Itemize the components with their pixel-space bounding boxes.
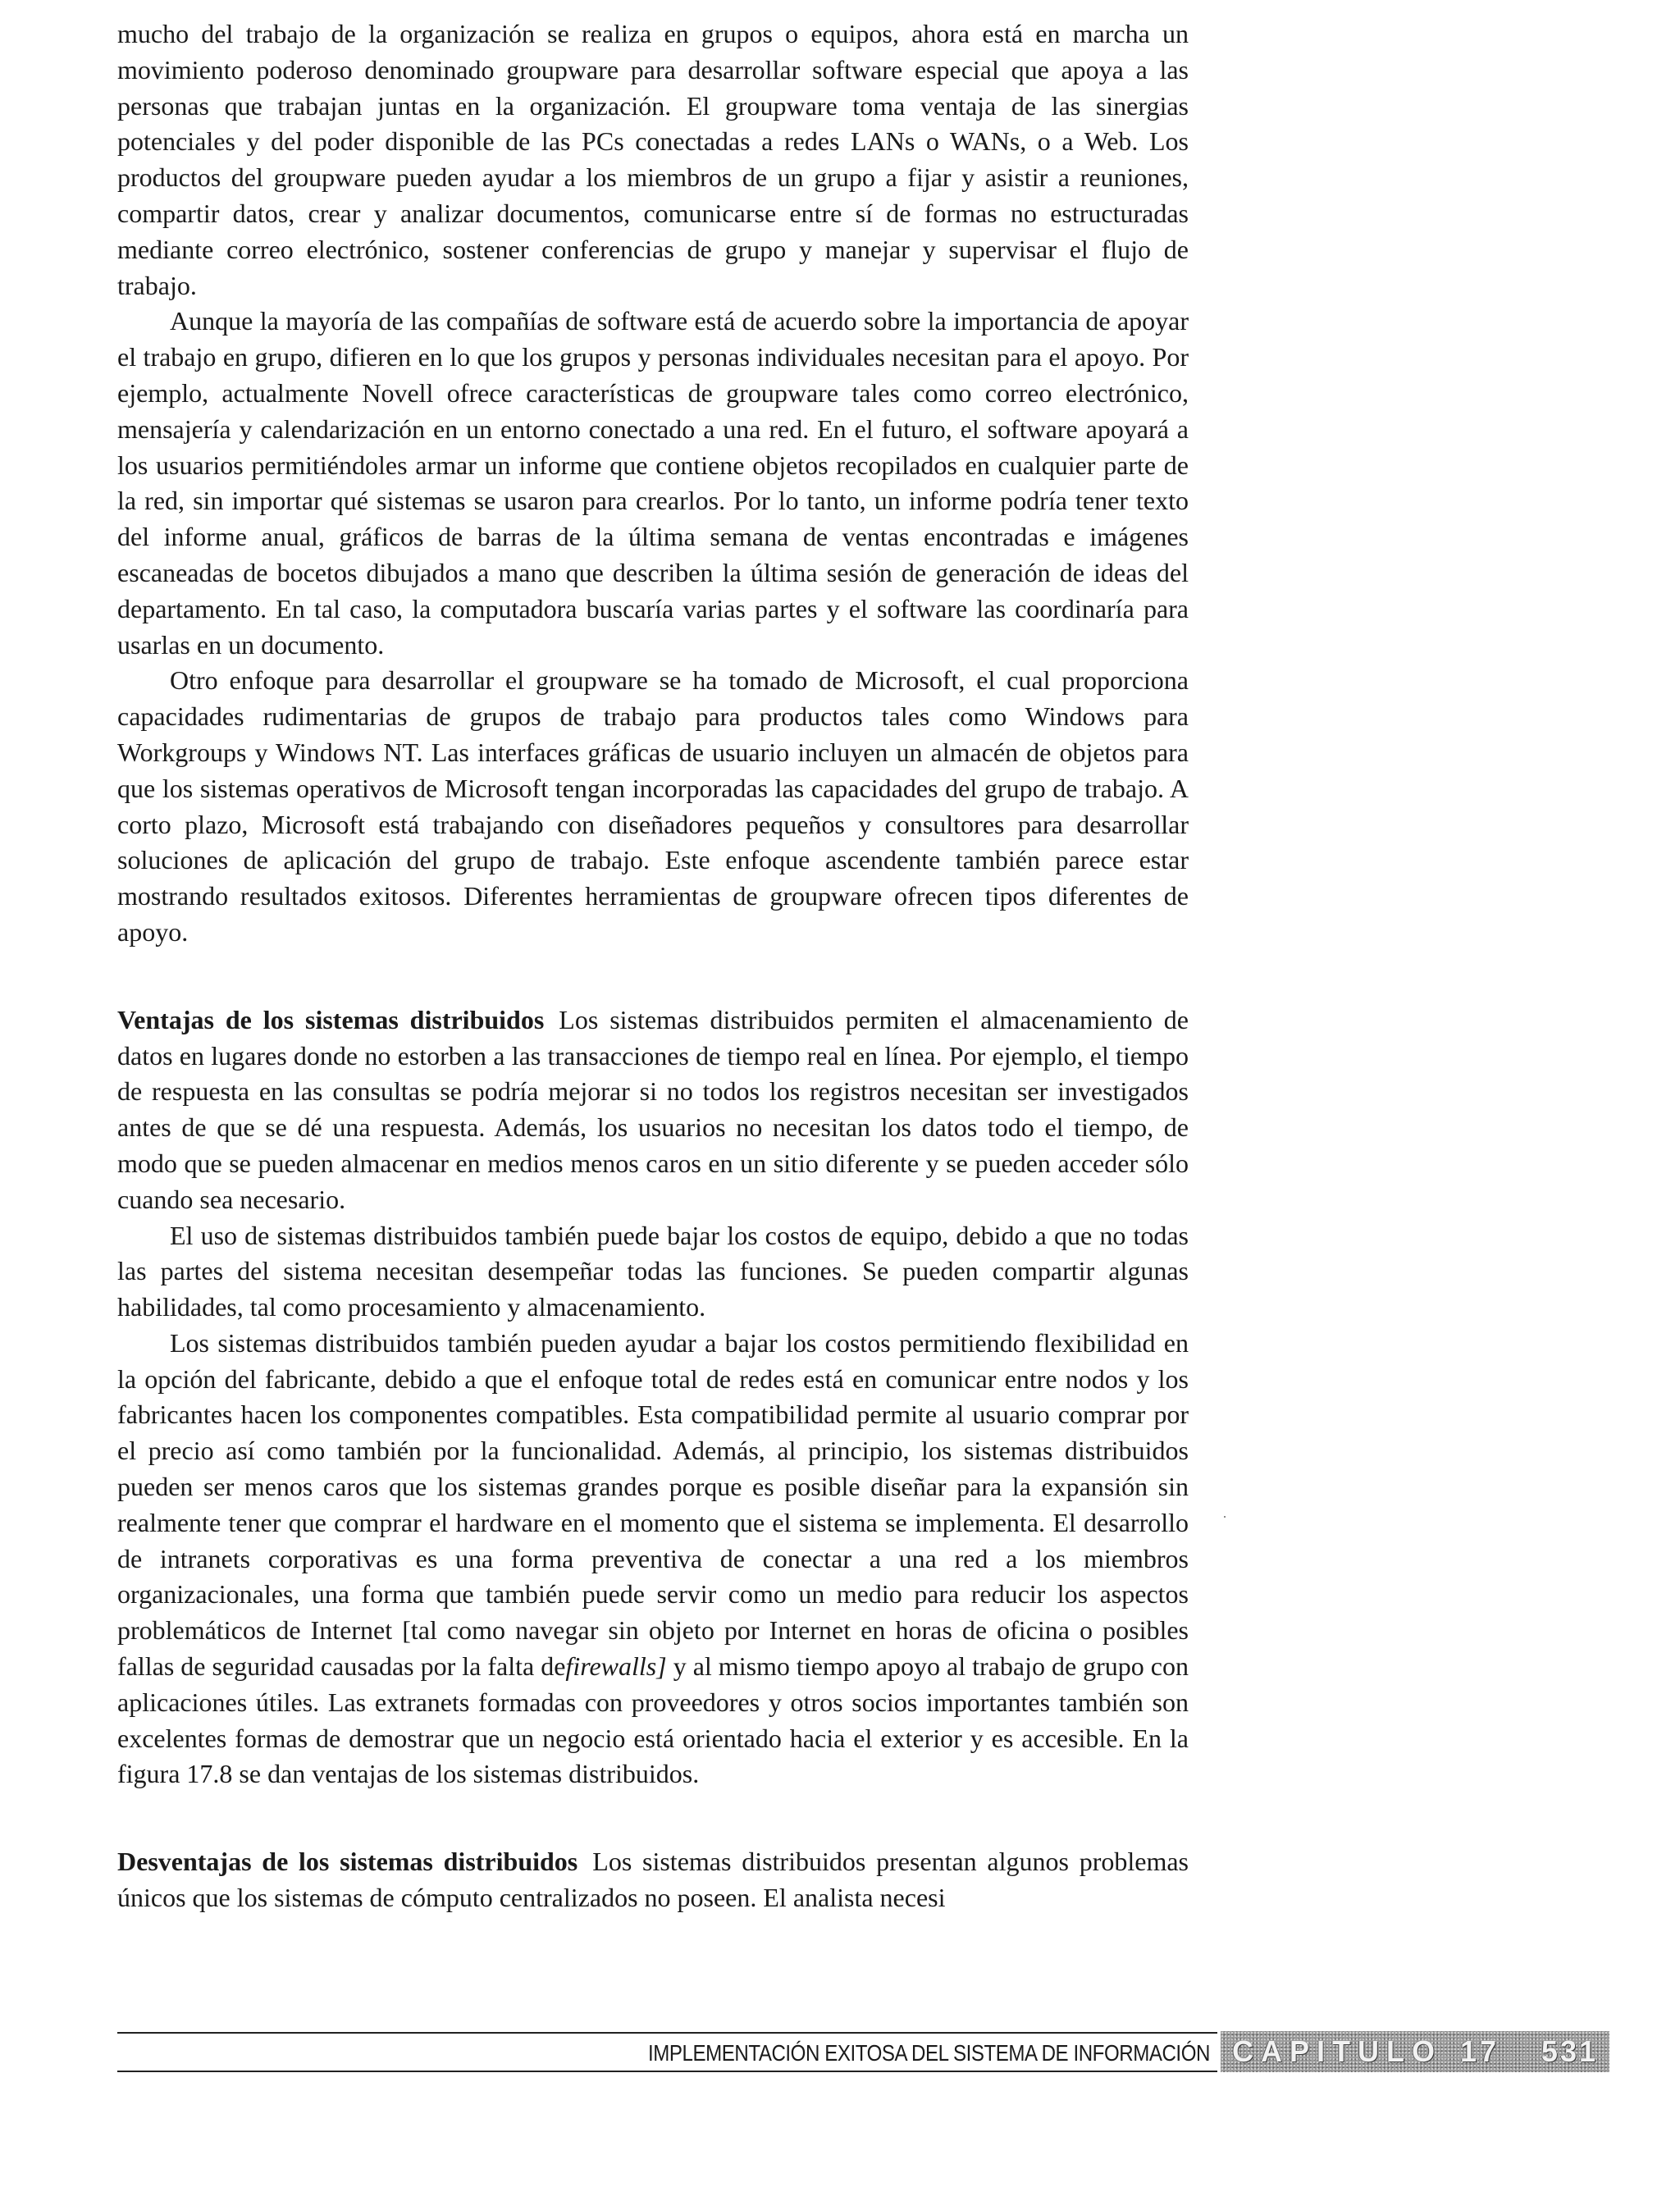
paragraph-ventajas-costs-part-a: Los sistemas distribuidos también pueden ayudar a bajar los costos permitiendo flexibilidad en la opción del fabricante, debido a que el enfoque total de redes está en comunicar entre nodos y los fabricantes hacen los componentes compatibles. Esta compatibilidad permite al usuario comprar por el precio así como también por la funcionalidad. Además, al principio, los sistemas distribuidos pueden ser menos caros que los sistemas grandes porque es posible diseñar para la expansión sin realmente tener que comprar el hardware en el momento que el sistema se implementa. El desarrollo de intranets corporativas es una forma preventiva de conectar a una red a los miembros organizacionales, una forma que también puede servir como un medio para reducir los aspectos problemáticos de Internet [tal como navegar sin objeto por Internet en horas de oficina o posibles fallas de seguridad causadas por la falta de	[117, 1327, 1189, 1682]
paragraph-groupware-intro: mucho del trabajo de la organización se realiza en grupos o equipos, ahora está en marcha un movimiento poderoso denominado groupware para desarrollar software especial que apoya a las personas que trabajan juntas en la organización. El groupware toma ventaja de las sinergias potenciales y del poder disponible de las PCs conectadas a redes LANs o WANs, o a Web. Los productos del groupware pueden ayudar a los miembros de un grupo a fijar y asistir a reuniones, compartir datos, crear y analizar documentos, comunicarse entre sí de formas no estructuradas mediante correo electrónico, sostener conferencias de grupo y manejar y supervisar el flujo de trabajo.	[117, 19, 1189, 300]
footer-page-number: 531	[1541, 2034, 1598, 2068]
paragraph-ventajas-costs	[117, 1326, 1189, 1792]
footer-chapter-number: 17	[1460, 2034, 1500, 2068]
body-text-column	[117, 16, 1189, 1916]
footer-running-title: IMPLEMENTACIÓN EXITOSA DEL SISTEMA DE INFORMACIÓN	[648, 2040, 1210, 2066]
footer-rule-bottom	[117, 2071, 1217, 2072]
margin-speck	[1224, 1516, 1226, 1518]
paragraph-microsoft-approach: Otro enfoque para desarrollar el groupware se ha tomado de Microsoft, el cual proporciona capacidades rudimentarias de grupos de trabajo para productos tales como Windows para Workgroups y Windows NT. Las interfaces gráficas de usuario incluyen un almacén de objetos para que los sistemas operativos de Microsoft tengan incorporadas las capacidades del grupo de trabajo. A corto plazo, Microsoft está trabajando con diseñadores pequeños y consultores para desarrollar soluciones de aplicación del grupo de trabajo. Este enfoque ascendente también parece estar mostrando resultados exitosos. Diferentes herramientas de groupware ofrecen tipos diferentes de apoyo.	[117, 665, 1189, 947]
heading-ventajas: Ventajas de los sistemas distribuidos	[117, 1004, 545, 1034]
section-desventajas	[117, 1844, 1189, 1916]
footer-rule-top	[117, 2032, 1217, 2034]
paragraph-ventajas-equipment: El uso de sistemas distribuidos también puede bajar los costos de equipo, debido a que no todas las partes del sistema necesitan desempeñar todas las funciones. Se pueden compartir algunas habilidades, tal como procesamiento y almacenamiento.	[117, 1220, 1189, 1322]
heading-desventajas: Desventajas de los sistemas distribuidos	[117, 1847, 578, 1877]
paragraph-desventajas-intro: Los sistemas distribuidos presentan algunos problemas únicos que los sistemas de cómputo centralizados no poseen. El analista necesi	[117, 1847, 1189, 1913]
paragraph-ventajas-costs-part-b: y al mismo tiempo apoyo al trabajo de grupo con aplicaciones útiles. Las extranets formadas con proveedores y otros socios importantes también son excelentes formas de demostrar que un negocio está orientado hacia el exterior y es accesible. En la figura 17.8 se dan ventajas de los sistemas distribuidos.	[117, 1651, 1189, 1789]
paragraph-software-companies: Aunque la mayoría de las compañías de software está de acuerdo sobre la importancia de apoyar el trabajo en grupo, difieren en lo que los grupos y personas individuales necesitan para el apoyo. Por ejemplo, actualmente Novell ofrece características de groupware tales como correo electrónico, mensajería y calendarización en un entorno conectado a una red. En el futuro, el software apoyará a los usuarios permitiéndoles armar un informe que contiene objetos recopilados en cualquier parte de la red, sin importar qué sistemas se usaron para crearlos. Por lo tanto, un informe podría tener texto del informe anual, gráficos de barras de la última semana de ventas encontradas e imágenes escaneadas de bocetos dibujados a mano que describen la última sesión de generación de ideas del departamento. En tal caso, la computadora buscaría varias partes y el software las coordinaría para usarlas en un documento.	[117, 306, 1189, 660]
footer-chapter-label: CAPITULO	[1232, 2034, 1442, 2068]
section-ventajas	[117, 1002, 1189, 1218]
italic-firewalls: firewalls]	[565, 1651, 667, 1682]
footer-chapter-band	[1221, 2031, 1609, 2072]
paragraph-ventajas-storage: Los sistemas distribuidos permiten el almacenamiento de datos en lugares donde no estorben a las transacciones de tiempo real en línea. Por ejemplo, el tiempo de respuesta en las consultas se podría mejorar si no todos los registros necesitan ser investigados antes de que se dé una respuesta. Además, los usuarios no necesitan los datos todo el tiempo, de modo que se pueden almacenar en medios menos caros en un sitio diferente y se pueden acceder sólo cuando sea necesario.	[117, 1004, 1189, 1214]
